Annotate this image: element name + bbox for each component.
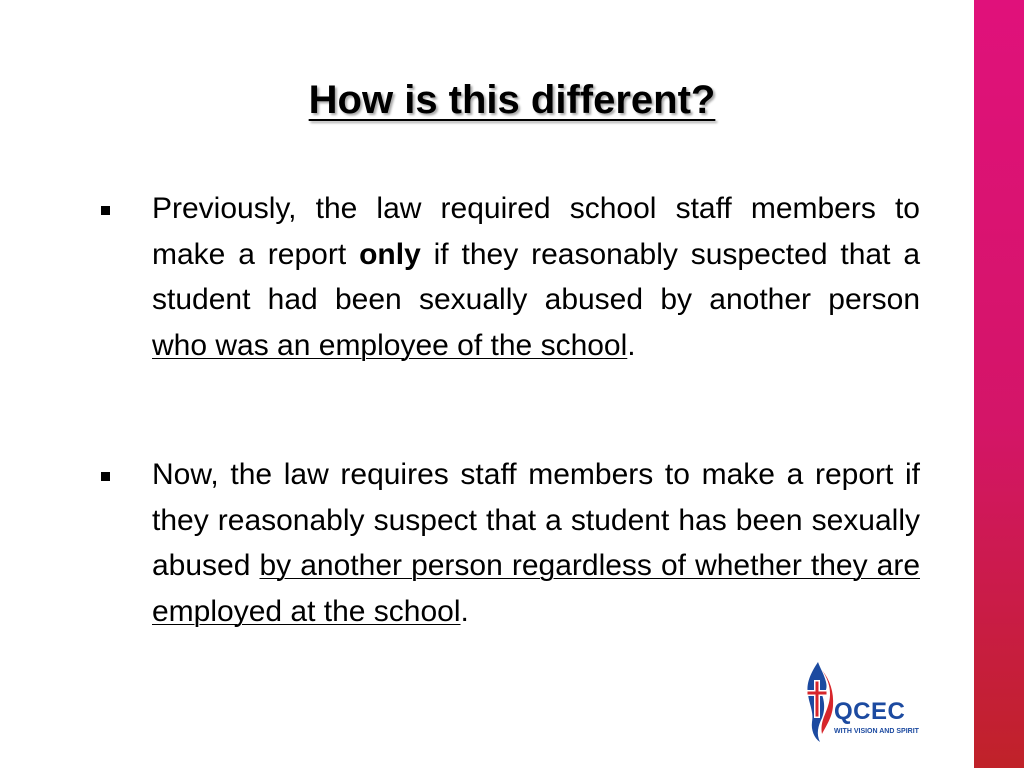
emphasis-only: only (359, 237, 421, 271)
qcec-logo (800, 660, 920, 744)
logo-tagline: WITH VISION AND SPIRIT (834, 728, 919, 735)
underlined-phrase: who was an employee of the school (152, 328, 628, 362)
underlined-phrase: by another person regardless of whether they are employed at the school (152, 549, 920, 628)
bullet-text: Previously, the law required school staff members to make a report only if they reasonably suspected that a student had been sexually abused by another person who was an employee of the school. (152, 192, 920, 362)
logo-name: QCEC (834, 698, 906, 725)
qcec-cross-flame-icon (800, 660, 836, 744)
square-bullet-icon (100, 190, 114, 235)
square-bullet-icon (100, 456, 114, 501)
slide-title: How is this different? (308, 78, 716, 122)
bullet-text: Now, the law requires staff members to make a report if they reasonably suspect that a student has been sexually abused by another person regardless of whether they are employed at the school. (152, 458, 920, 628)
